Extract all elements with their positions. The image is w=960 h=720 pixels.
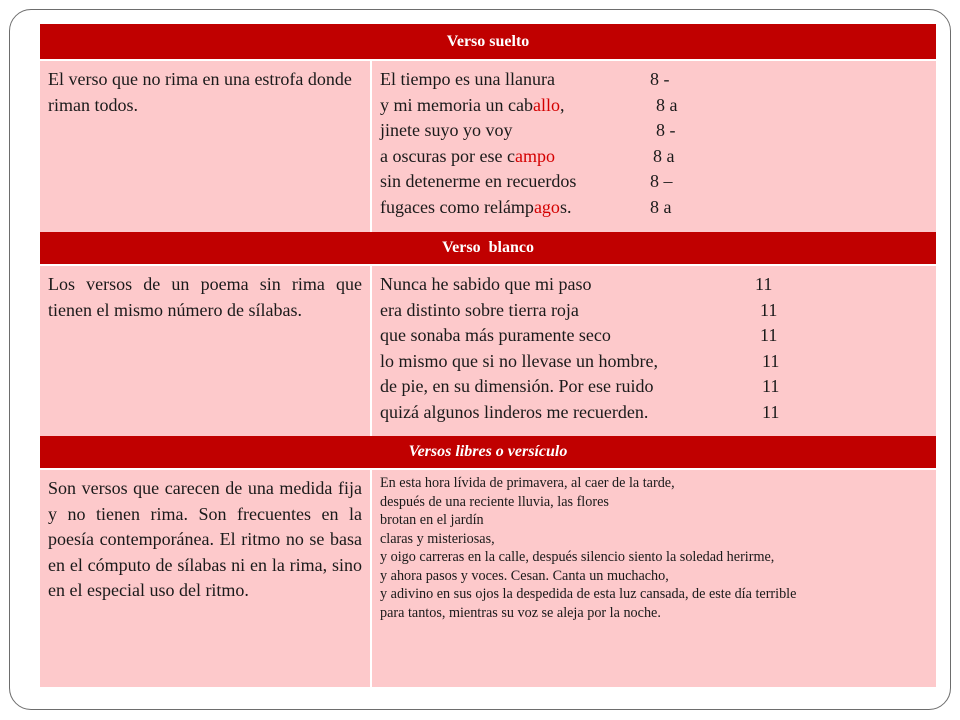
example-cell (371, 469, 936, 687)
poem-line: y adivino en sus ojos la despedida de esta luz cansada, de este día terrible (380, 586, 797, 602)
section-row-verso-blanco (40, 265, 936, 436)
poem-line-text: de pie, en su dimensión. Por ese ruido (380, 376, 654, 397)
example-cell (371, 60, 936, 232)
poem-line-text: jinete suyo yo voy (380, 120, 513, 141)
poem-line-text: era distinto sobre tierra roja (380, 299, 579, 320)
poem-line (380, 169, 928, 195)
poem-line: para tantos, mientras su voz se aleja por la noche. (380, 604, 661, 621)
syllable-count: 8 - (650, 69, 670, 89)
poem-line-text: que sonaba más puramente seco (380, 325, 611, 346)
poem-line (380, 400, 928, 426)
poem-line-text: fugaces como relámp (380, 196, 534, 217)
section-header-versos-libres (40, 436, 936, 469)
poem-line: y ahora pasos y voces. Cesan. Canta un muchacho, (380, 567, 669, 584)
poem-line-text: El tiempo es una llanura (380, 69, 555, 89)
syllable-count: 11 (762, 376, 780, 397)
poem-line: En esta hora lívida de primavera, al caer de la tarde, (380, 475, 675, 491)
syllable-count: 11 (760, 325, 778, 346)
section-title: Versos libres o versículo (40, 436, 936, 469)
rhyme-highlight: allo (532, 94, 560, 115)
poem-line (380, 272, 928, 298)
syllable-count: 11 (755, 274, 773, 294)
syllable-count: 11 (762, 350, 780, 371)
section-row-verso-suelto (40, 60, 936, 232)
poem-line (380, 144, 928, 170)
poem-line-text: s. (559, 196, 572, 217)
rhyme-highlight: ampo (514, 145, 555, 166)
poem-line-text: y mi memoria un cab (380, 94, 533, 115)
poem-line-text: , (559, 94, 565, 115)
syllable-count: 8 – (650, 171, 673, 192)
poem-line: y oigo carreras en la calle, después silencio siento la soledad herirme, (380, 549, 775, 565)
section-row-versos-libres (40, 469, 936, 687)
syllable-count: 8 a (650, 196, 672, 217)
poem-line: después de una reciente lluvia, las flores (380, 493, 609, 510)
syllable-count: 11 (762, 401, 780, 422)
poem-line (380, 118, 928, 144)
poem-line (380, 195, 928, 221)
poem-line (380, 349, 928, 375)
syllable-count: 8 a (653, 145, 675, 166)
section-header-verso-blanco (40, 232, 936, 265)
syllable-count: 8 - (656, 120, 676, 141)
poem-line (380, 298, 928, 324)
poem-line-text: sin detenerme en recuerdos (380, 171, 577, 192)
poem-line (380, 67, 928, 93)
poem-line (380, 323, 928, 349)
definition-cell: Los versos de un poema sin rima que tienen el mismo número de sílabas. (40, 265, 371, 436)
poem-line (380, 374, 928, 400)
poem-line-text: Nunca he sabido que mi paso (380, 274, 592, 294)
poem-line: brotan en el jardín (380, 512, 484, 528)
section-title: Verso suelto (40, 24, 936, 60)
poem-line (380, 93, 928, 119)
definition-cell: El verso que no rima en una estrofa donde riman todos. (40, 60, 371, 232)
poem-line-text: lo mismo que si no llevase un hombre, (380, 350, 658, 371)
syllable-count: 11 (760, 299, 778, 320)
poem-line-text: a oscuras por ese c (380, 145, 515, 166)
syllable-count: 8 a (656, 94, 678, 115)
example-cell (371, 265, 936, 436)
rhyme-highlight: ago (533, 196, 560, 217)
definition-cell: Son versos que carecen de una medida fija y no tienen rima. Son frecuentes en la poesía contemporánea. El ritmo no se basa en el cómputo de sílabas ni en la rima, sino en el especial uso del ritmo. (40, 469, 371, 687)
verse-types-table (40, 24, 936, 687)
poem-line-text: quizá algunos linderos me recuerden. (380, 401, 649, 422)
section-header-verso-suelto (40, 24, 936, 60)
poem-line: claras y misteriosas, (380, 530, 495, 547)
section-title: Verso blanco (40, 232, 936, 265)
